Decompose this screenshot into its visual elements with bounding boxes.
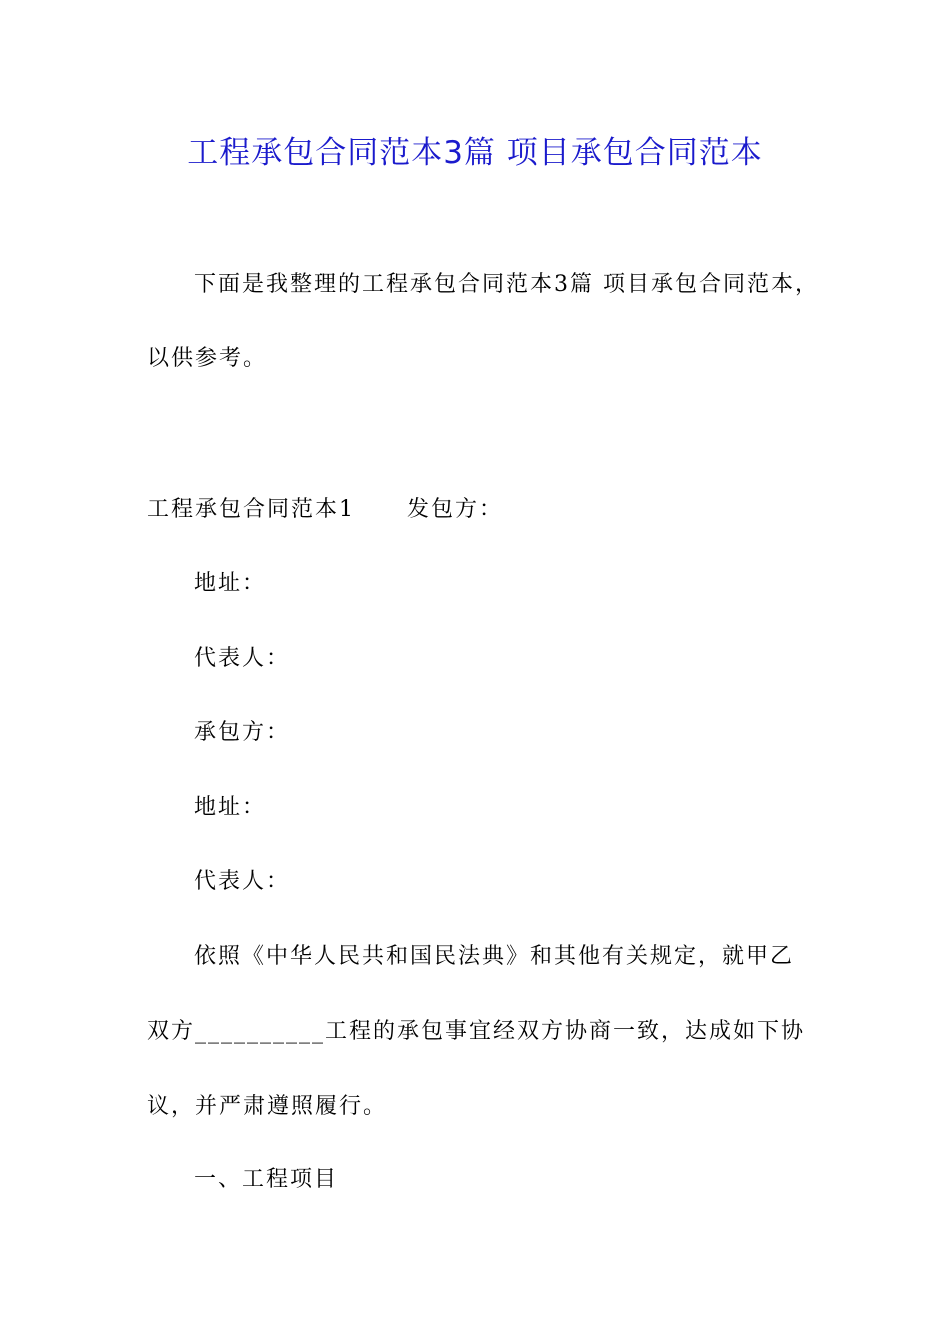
- employer-representative: 代表人：: [194, 646, 291, 671]
- paragraph-1-line-3: 议，并严肃遵照履行。: [147, 1094, 388, 1119]
- intro-line-1: 下面是我整理的工程承包合同范本3篇 项目承包合同范本，: [194, 272, 819, 297]
- employer-address: 地址：: [194, 571, 267, 596]
- contractor-representative: 代表人：: [194, 869, 291, 894]
- document-title: 工程承包合同范本3篇 项目承包合同范本: [187, 135, 763, 171]
- section-heading-row: [147, 494, 503, 526]
- section-heading: 工程承包合同范本1: [147, 497, 355, 522]
- contractor-address: 地址：: [194, 795, 267, 820]
- item-1-heading: 一、工程项目: [194, 1167, 339, 1192]
- employer-label: 发包方：: [407, 497, 504, 522]
- intro-line-2: 以供参考。: [147, 346, 268, 371]
- contractor-label: 承包方：: [194, 720, 291, 745]
- paragraph-1-line-2: 双方__________工程的承包事宜经双方协商一致，达成如下协: [147, 1019, 806, 1044]
- paragraph-1-line-1: 依照《中华人民共和国民法典》和其他有关规定，就甲乙: [194, 944, 795, 969]
